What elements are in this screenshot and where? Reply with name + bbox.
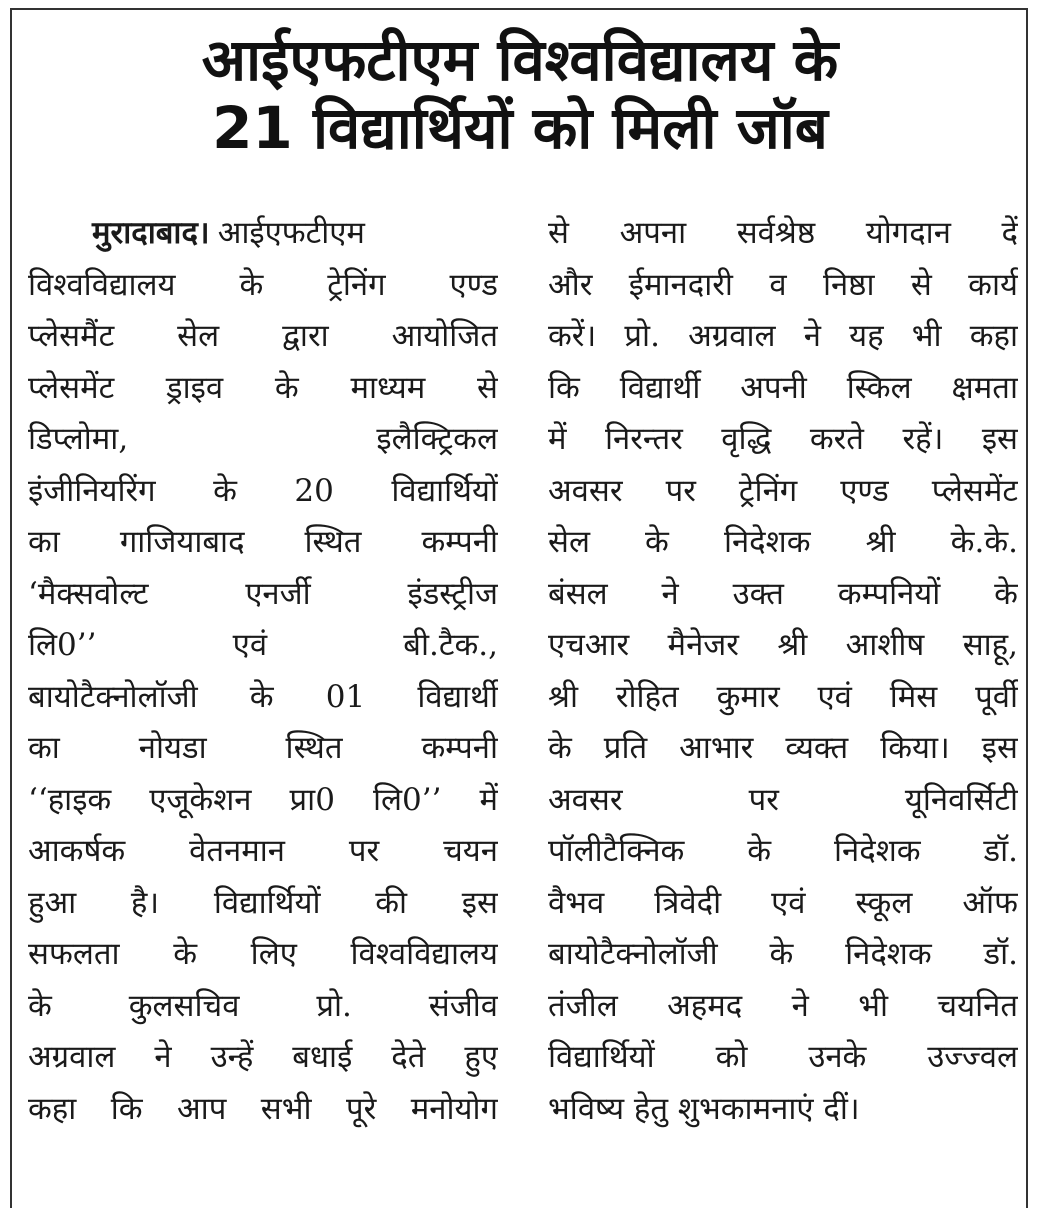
article-line: पॉलीटैक्निक के निदेशक डॉ. [548,833,1018,869]
article-line: लि0’’ एवं बी.टैक., [28,627,498,663]
article-line: आकर्षक वेतनमान पर चयन [28,833,498,869]
article-line: सेल के निदेशक श्री के.के. [548,524,1018,560]
article-line: अग्रवाल ने उन्हें बधाई देते हुए [28,1039,498,1075]
article-line: वैभव त्रिवेदी एवं स्कूल ऑफ [548,884,1018,921]
article-line: अवसर पर ट्रेनिंग एण्ड प्लेसमेंट [548,472,1018,509]
dateline: मुरादाबाद। [92,215,210,251]
article-line: कि विद्यार्थी अपनी स्किल क्षमता [548,369,1018,406]
article-line: का नोयडा स्थित कम्पनी [28,730,498,766]
article-line: भविष्य हेतु शुभकामनाएं दीं। [548,1090,860,1127]
article-line: से अपना सर्वश्रेष्ठ योगदान दें [548,215,1018,251]
article-line: बायोटैक्नोलॉजी के 01 विद्यार्थी [28,678,498,715]
headline-line-2: 21 विद्यार्थियों को मिली जॉब [212,94,828,163]
article-line: प्लेसमेंट ड्राइव के माध्यम से [28,369,498,406]
article-line: हुआ है। विद्यार्थियों की इस [28,884,498,921]
headline-line-1: आईएफटीएम विश्वविद्यालय के [201,26,839,94]
article-line: ‘‘हाइक एजूकेशन प्रा0 लि0’’ में [28,781,498,818]
article-line: के प्रति आभार व्यक्त किया। इस [548,730,1018,766]
article-line: सफलता के लिए विश्वविद्यालय [28,936,498,972]
article-line: के कुलसचिव प्रो. संजीव [28,987,498,1024]
article-line: ‘मैक्सवोल्ट एनर्जी इंडस्ट्रीज [28,575,498,612]
article-line: कहा कि आप सभी पूरे मनोयोग [28,1090,498,1127]
article-left-column [28,208,498,1135]
article-line: इंजीनियरिंग के 20 विद्यार्थियों [28,472,498,509]
article-line: विद्यार्थियों को उनके उज्ज्वल [548,1039,1018,1075]
article-line: डिप्लोमा, इलैक्ट्रिकल [28,421,498,457]
article-line: तंजील अहमद ने भी चयनित [548,987,1018,1024]
article-line: और ईमानदारी व निष्ठा से कार्य [548,266,1018,303]
article-right-column [548,208,1018,1135]
article-line: में निरन्तर वृद्धि करते रहें। इस [548,421,1018,457]
article-line: एचआर मैनेजर श्री आशीष साहू, [548,627,1018,663]
article-line: का गाजियाबाद स्थित कम्पनी [28,524,498,560]
article-line: बायोटैक्नोलॉजी के निदेशक डॉ. [548,936,1018,972]
article-line: श्री रोहित कुमार एवं मिस पूर्वी [548,678,1018,715]
article-line: विश्वविद्यालय के ट्रेनिंग एण्ड [28,266,498,303]
article-first-line [28,208,498,260]
article-headline [20,26,1020,163]
article-line: करें। प्रो. अग्रवाल ने यह भी कहा [548,318,1018,354]
article-line: अवसर पर यूनिवर्सिटी [548,781,1018,818]
article-line: प्लेसमैंट सेल द्वारा आयोजित [28,318,498,354]
first-line-text: आईएफटीएम [217,215,365,251]
article-line: बंसल ने उक्त कम्पनियों के [548,575,1018,612]
